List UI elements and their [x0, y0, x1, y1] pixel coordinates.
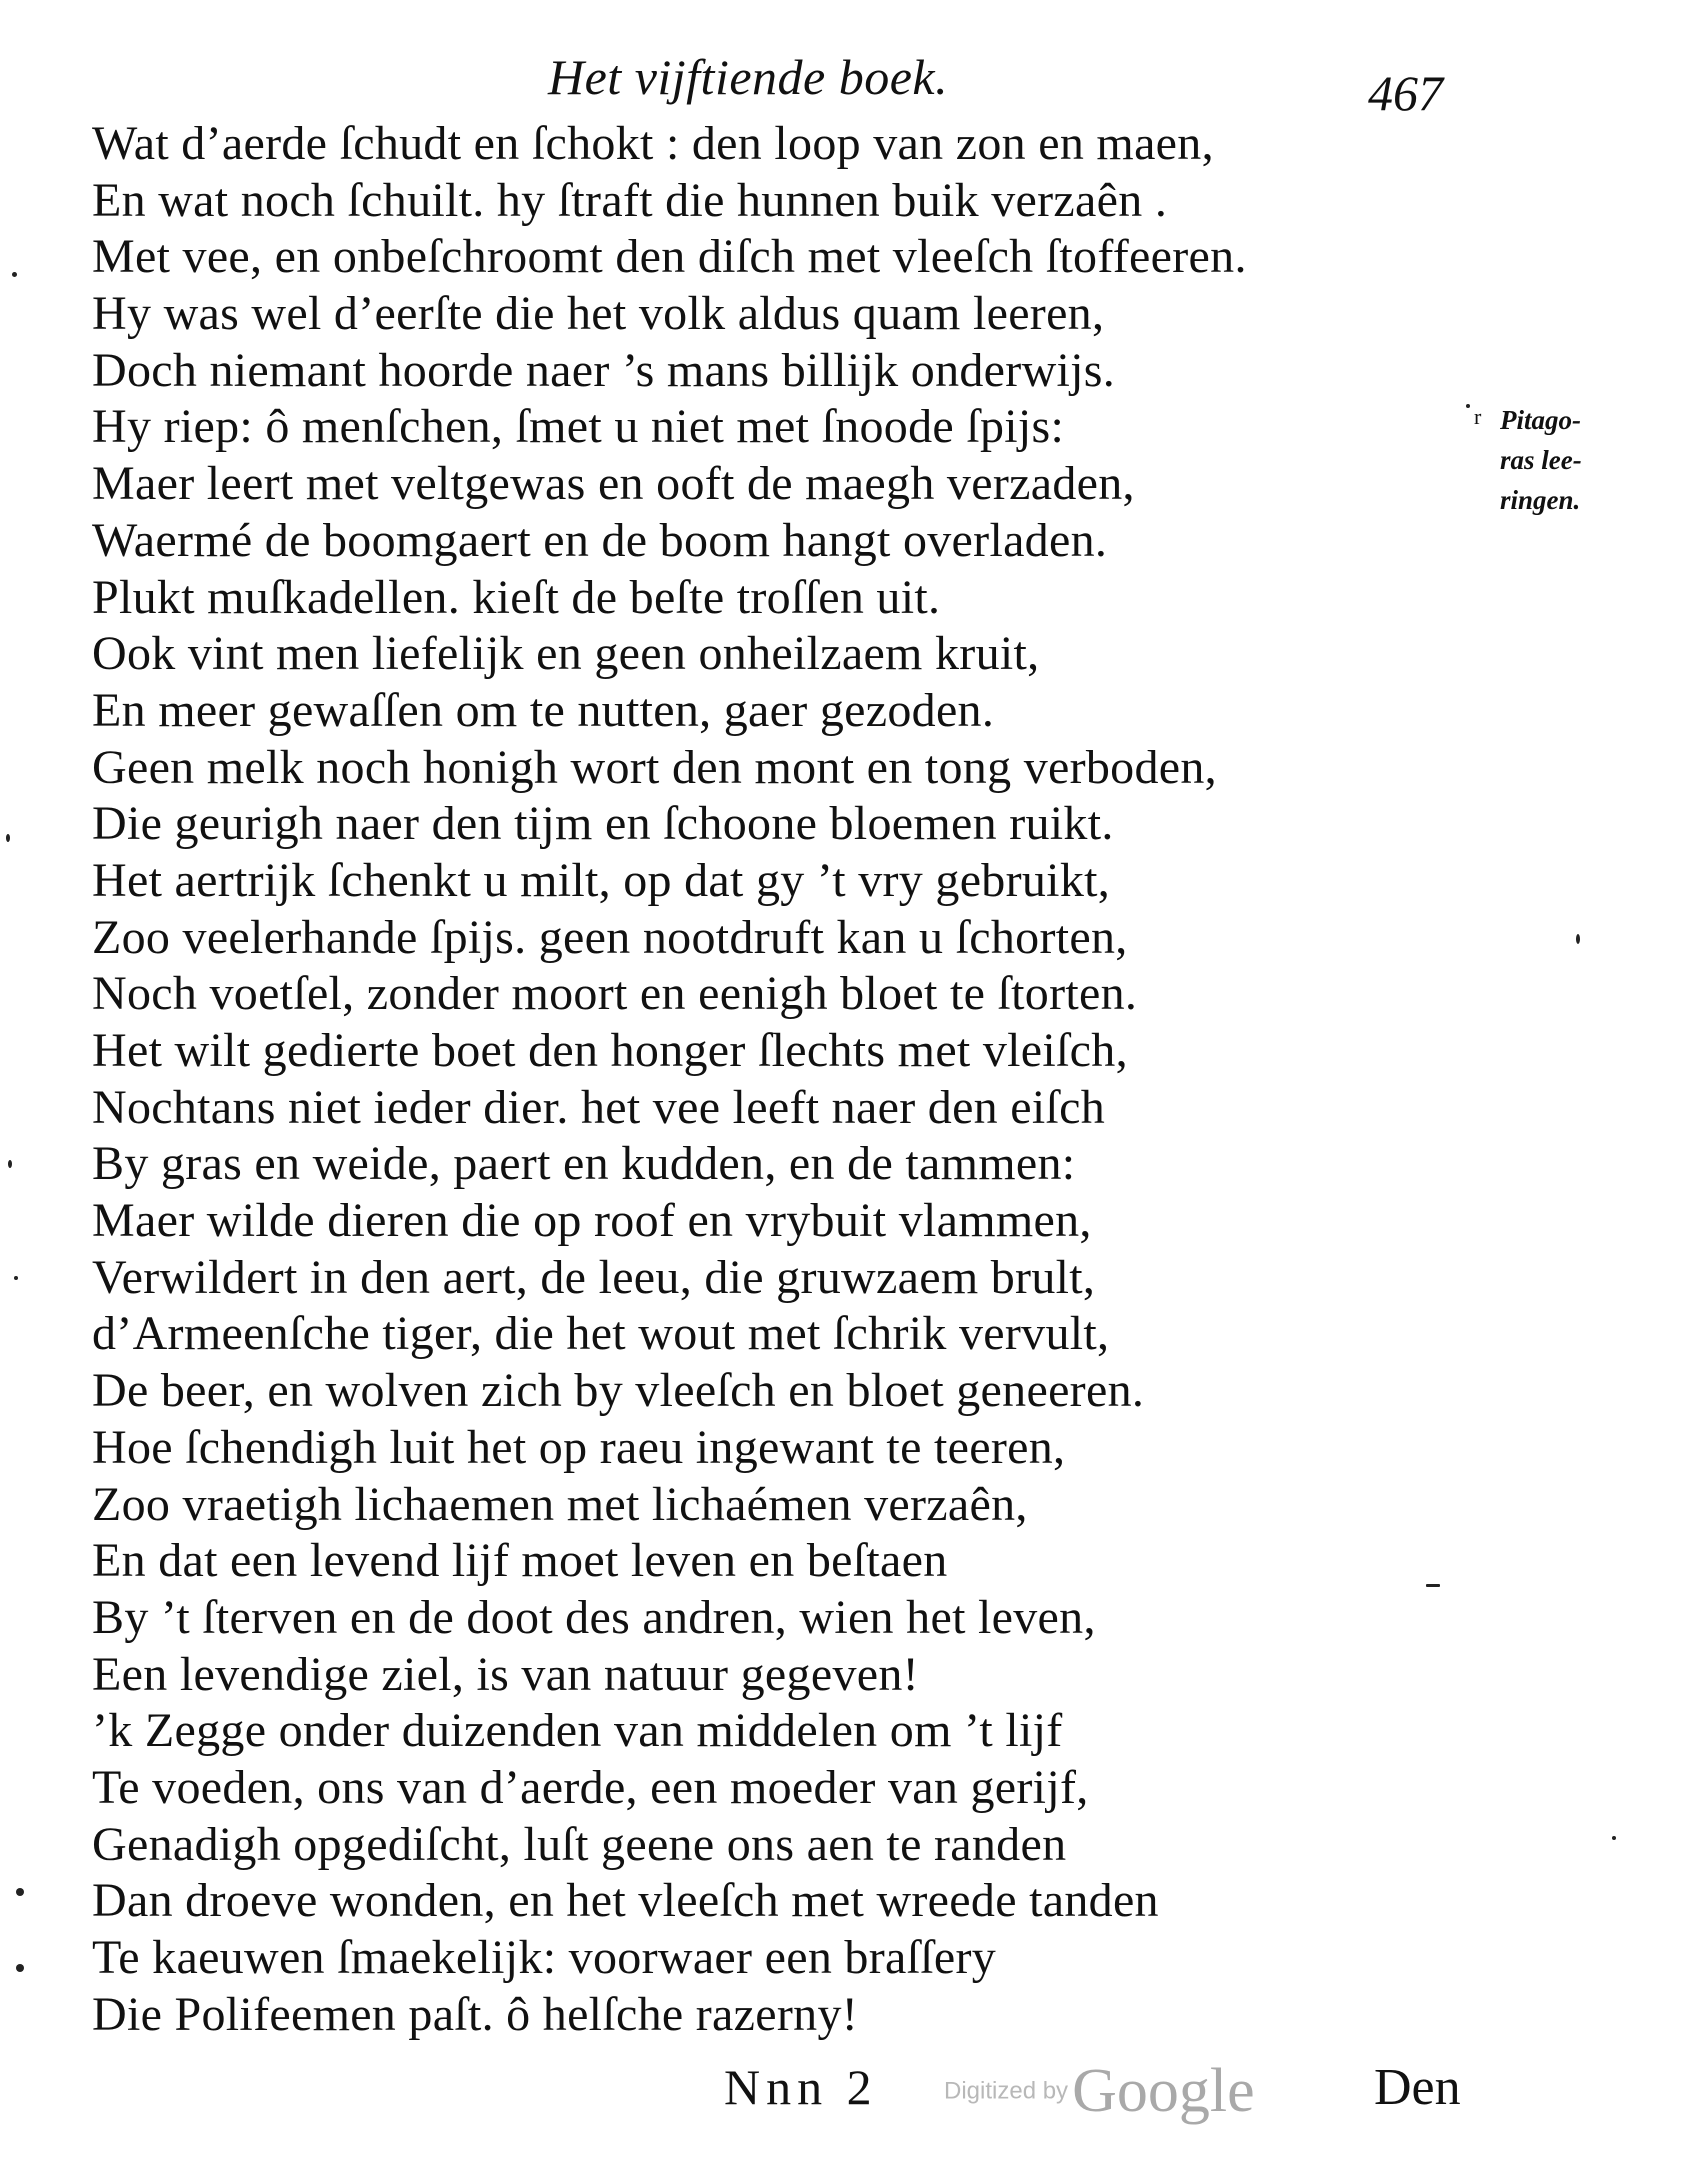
- verse-line: Die geurigh naer den tijm en ſchoone bloemen ruikt.: [92, 797, 1114, 851]
- verse-line: Zoo veelerhande ſpijs. geen nootdruft kan u ſchorten,: [92, 910, 1128, 964]
- verse-line: Hoe ſchendigh luit het op raeu ingewant te teeren,: [92, 1420, 1066, 1474]
- verse-line: Het aertrijk ſchenkt u milt, op dat gy ’t vry gebruikt,: [92, 853, 1111, 907]
- verse-line: Waermé de boomgaert en de boom hangt overladen.: [92, 513, 1108, 567]
- verse-line: Met vee, en onbeſchroomt den diſch met vleeſch ſtoffeeren.: [92, 230, 1247, 284]
- verse-line: By gras en weide, paert en kudden, en de tammen:: [92, 1137, 1076, 1191]
- verse-line: En meer gewaſſen om te nutten, gaer gezoden.: [92, 683, 995, 737]
- verse-line: Te voeden, ons van d’aerde, een moeder van gerijf,: [92, 1760, 1089, 1814]
- scan-speck: [1612, 1836, 1616, 1840]
- verse-line: En wat noch ſchuilt. hy ſtraft die hunnen buik verzaên .: [92, 173, 1168, 227]
- verse-line: Nochtans niet ieder dier. het vee leeft naer den eiſch: [92, 1080, 1106, 1134]
- marginal-note-marker: r: [1474, 404, 1482, 429]
- verse-line: By ’t ſterven en de doot des andren, wien het leven,: [92, 1590, 1096, 1644]
- verse-line: d’Armeenſche tiger, die het wout met ſchrik vervult,: [92, 1307, 1110, 1361]
- verse-line: Noch voetſel, zonder moort en eenigh bloet te ſtorten.: [92, 967, 1138, 1021]
- watermark-logo: Google: [1072, 2057, 1255, 2125]
- marginal-note-line: Pitago-: [1500, 405, 1581, 435]
- verse-line: En dat een levend lijf moet leven en beſtaen: [92, 1534, 948, 1588]
- verse-line: Het wilt gedierte boet den honger ſlechts met vleiſch,: [92, 1024, 1128, 1077]
- verse-line: Hy was wel d’eerſte die het volk aldus quam leeren,: [92, 287, 1105, 341]
- verse-line: Die Polifeemen paſt. ô helſche razerny!: [92, 1987, 859, 2041]
- marginal-note-line: ringen.: [1500, 485, 1581, 515]
- verse-line: Wat d’aerde ſchudt en ſchokt : den loop van zon en maen,: [92, 117, 1214, 170]
- verse-line: Genadigh opgediſcht, luſt geene ons aen te randen: [92, 1817, 1067, 1871]
- marginal-note: [1500, 400, 1582, 520]
- scan-speck: [1426, 1584, 1440, 1587]
- verse-line: Zoo vraetigh lichaemen met lichaémen verzaên,: [92, 1477, 1028, 1531]
- verse-line: Ook vint men liefelijk en geen onheilzaem kruit,: [92, 627, 1040, 681]
- verse-line: Te kaeuwen ſmaekelijk: voorwaer een braſſery: [92, 1931, 997, 1984]
- digitization-watermark: [944, 2056, 1255, 2127]
- verse-line: Doch niemant hoorde naer ’s mans billijk onderwijs.: [92, 343, 1116, 397]
- verse-line: Hy riep: ô menſchen, ſmet u niet met ſnoode ſpijs:: [92, 400, 1065, 454]
- verse-line: Dan droeve wonden, en het vleeſch met wreede tanden: [92, 1874, 1159, 1928]
- catchword: Den: [1374, 2059, 1461, 2116]
- verse-line: Maer leert met veltgewas en ooft de maegh verzaden,: [92, 457, 1135, 511]
- verse-line: Plukt muſkadellen. kieſt de beſte troſſen uit.: [92, 570, 941, 624]
- running-head: Het vijftiende boek.: [548, 49, 949, 105]
- scan-speck: [1466, 404, 1470, 408]
- scan-speck: [16, 1964, 24, 1972]
- scan-speck: [1576, 934, 1580, 944]
- watermark-prefix: Digitized by: [944, 2077, 1069, 2105]
- signature-mark: Nnn 2: [724, 2059, 878, 2115]
- verse-line: Geen melk noch honigh wort den mont en tong verboden,: [92, 740, 1217, 794]
- scan-speck: [6, 834, 10, 842]
- marginal-note-line: ras lee-: [1500, 445, 1582, 475]
- verse-line: Verwildert in den aert, de leeu, die gruwzaem brult,: [92, 1250, 1096, 1304]
- page-number: 467: [1368, 65, 1443, 121]
- scan-speck: [12, 272, 17, 277]
- verse-line: De beer, en wolven zich by vleeſch en bloet geneeren.: [92, 1364, 1145, 1418]
- scan-speck: [14, 1276, 18, 1280]
- verse-line: Maer wilde dieren die op roof en vrybuit vlammen,: [92, 1194, 1092, 1248]
- verse-line: ’k Zegge onder duizenden van middelen om ’t lijf: [92, 1704, 1063, 1758]
- scan-speck: [16, 1888, 24, 1896]
- scan-speck: [8, 1160, 12, 1168]
- verse-line: Een levendige ziel, is van natuur gegeven!: [92, 1647, 919, 1701]
- verse-block: [92, 116, 1492, 2043]
